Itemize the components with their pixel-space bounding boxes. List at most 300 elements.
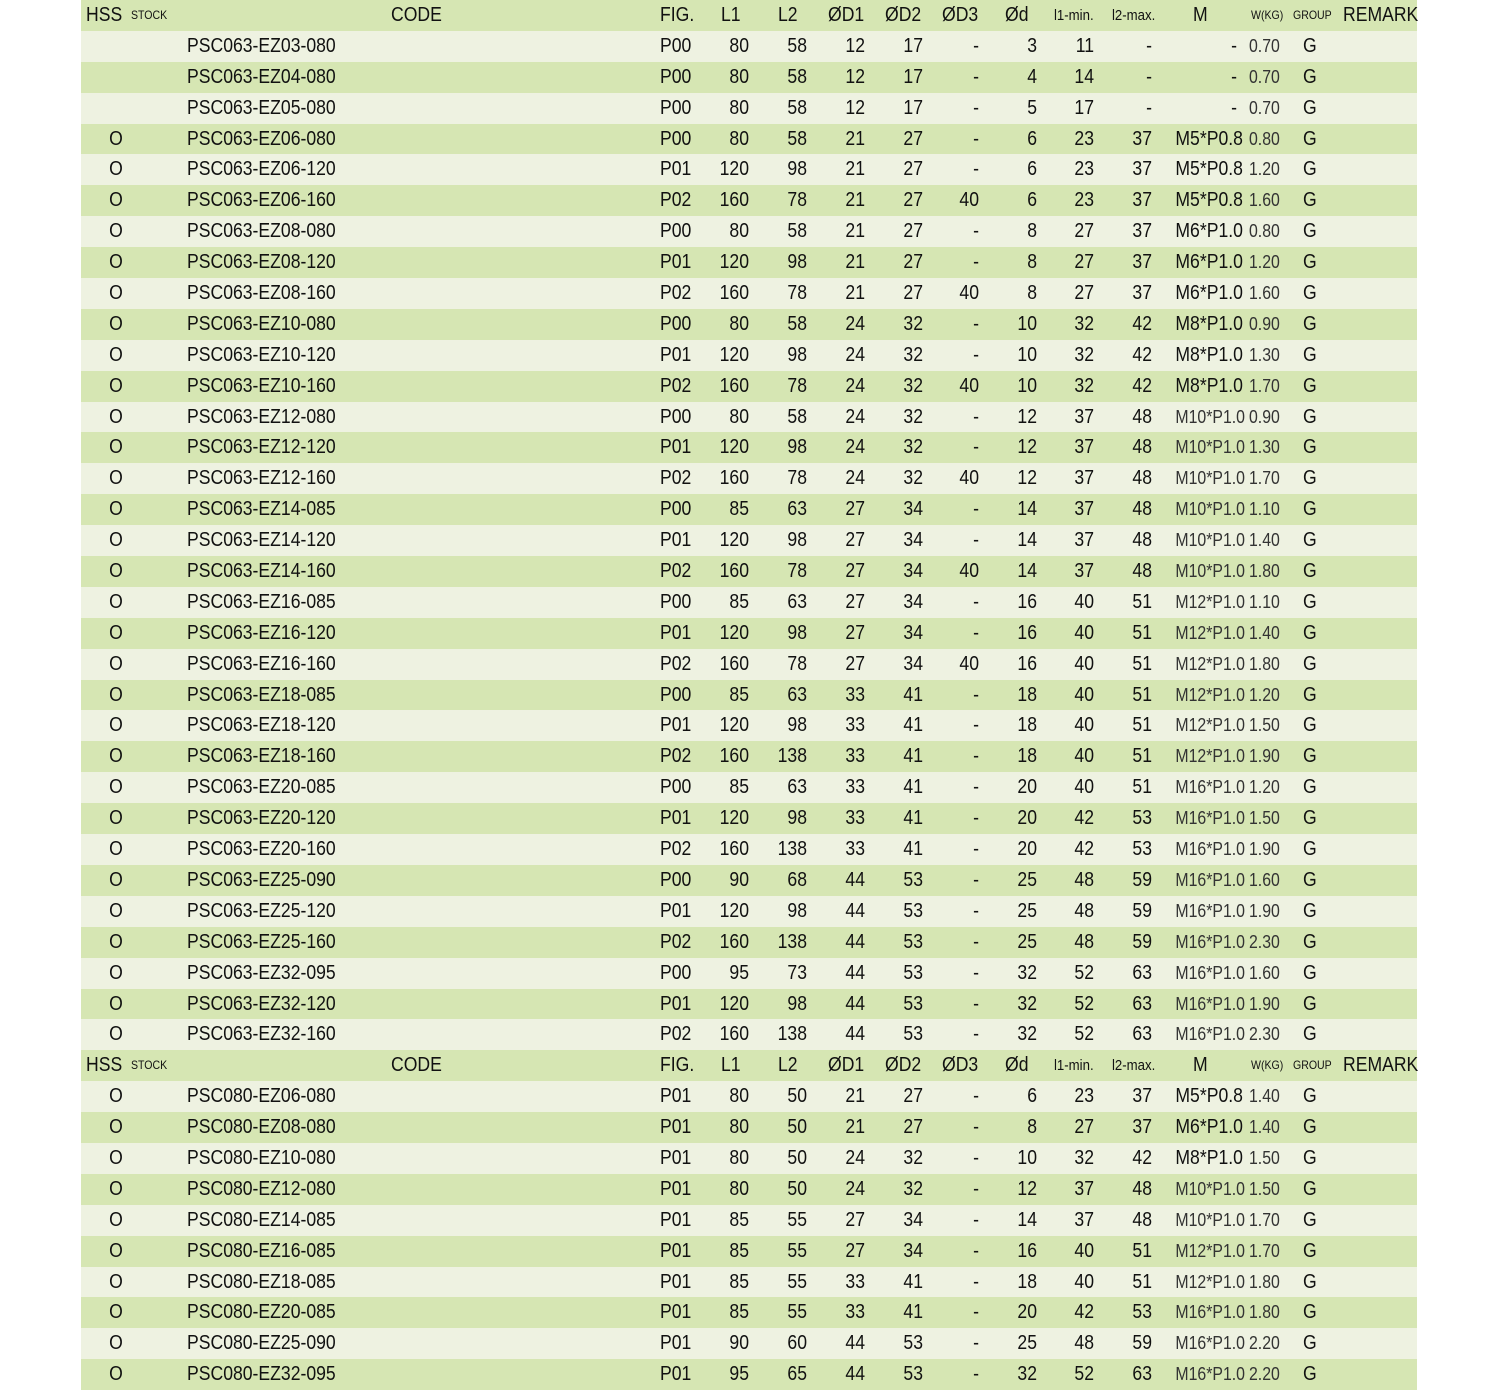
table-row: [81, 803, 1417, 834]
group-cell: G: [1303, 621, 1317, 644]
l1-cell: 85: [729, 590, 749, 613]
d1-cell: 24: [845, 1146, 865, 1169]
table-row: [81, 772, 1417, 803]
d2-cell: 17: [903, 34, 923, 57]
d3-cell: -: [973, 127, 979, 150]
d2-cell: 41: [903, 683, 923, 706]
d1-cell: 27: [845, 1239, 865, 1262]
l1-min-cell: 17: [1074, 96, 1094, 119]
hss-cell: O: [109, 312, 123, 335]
hss-cell: O: [109, 1177, 123, 1200]
d-cell: 5: [1027, 96, 1037, 119]
code-cell: PSC063-EZ25-120: [187, 899, 336, 922]
m-cell: M12*P1.0: [1175, 591, 1245, 612]
hss-cell: O: [109, 529, 123, 552]
d2-cell: 53: [903, 961, 923, 984]
d3-cell: -: [973, 1239, 979, 1262]
group-cell: G: [1303, 1270, 1317, 1293]
table-row: [81, 247, 1417, 278]
weight-cell: 1.90: [1249, 839, 1280, 860]
l1-cell: 85: [729, 1208, 749, 1231]
d1-cell: 21: [845, 282, 865, 305]
m-cell: M12*P1.0: [1175, 746, 1245, 767]
l1-cell: 120: [719, 807, 749, 830]
table-row: [81, 31, 1417, 62]
weight-cell: 1.70: [1249, 1240, 1280, 1261]
l2-max-cell: 48: [1132, 498, 1152, 521]
header-d1: ØD1: [828, 1054, 865, 1077]
d1-cell: 27: [845, 652, 865, 675]
l1-min-cell: 14: [1074, 65, 1094, 88]
l2-max-cell: 63: [1132, 1363, 1152, 1386]
l1-cell: 160: [719, 282, 749, 305]
weight-cell: 2.30: [1249, 931, 1280, 952]
d1-cell: 21: [845, 189, 865, 212]
weight-cell: 1.40: [1249, 1117, 1280, 1138]
weight-cell: 0.80: [1249, 128, 1280, 149]
group-cell: G: [1303, 776, 1317, 799]
code-cell: PSC063-EZ10-160: [187, 374, 336, 397]
header-d: Ød: [1005, 1054, 1029, 1077]
fig-cell: P01: [660, 251, 692, 274]
header-remark: REMARK: [1343, 4, 1419, 26]
fig-cell: P02: [660, 745, 692, 768]
d2-cell: 34: [903, 560, 923, 583]
weight-cell: 0.80: [1249, 221, 1280, 242]
weight-cell: 0.70: [1249, 97, 1280, 118]
d2-cell: 27: [903, 158, 923, 181]
table-row: [81, 340, 1417, 371]
l1-cell: 160: [719, 745, 749, 768]
table-row: [81, 309, 1417, 340]
hss-cell: O: [109, 405, 123, 428]
table-row: [81, 834, 1417, 865]
d2-cell: 53: [903, 1332, 923, 1355]
l1-min-cell: 42: [1074, 807, 1094, 830]
weight-cell: 1.90: [1249, 746, 1280, 767]
d2-cell: 32: [903, 1146, 923, 1169]
fig-cell: P01: [660, 1146, 692, 1169]
group-cell: G: [1303, 343, 1317, 366]
hss-cell: O: [109, 1146, 123, 1169]
code-cell: PSC063-EZ08-160: [187, 282, 336, 305]
code-cell: PSC063-EZ08-120: [187, 251, 336, 274]
d2-cell: 41: [903, 776, 923, 799]
group-cell: G: [1303, 158, 1317, 181]
l1-min-cell: 23: [1074, 189, 1094, 212]
l2-max-cell: 63: [1132, 961, 1152, 984]
weight-cell: 1.40: [1249, 530, 1280, 551]
l2-max-cell: 63: [1132, 1023, 1152, 1046]
m-cell: M8*P1.0: [1175, 1146, 1243, 1169]
fig-cell: P00: [660, 868, 692, 891]
weight-cell: 1.30: [1249, 344, 1280, 365]
d3-cell: -: [973, 220, 979, 243]
table-row: [81, 1112, 1417, 1143]
group-cell: G: [1303, 65, 1317, 88]
table-row: [81, 1328, 1417, 1359]
l1-cell: 85: [729, 683, 749, 706]
l1-min-cell: 48: [1074, 1332, 1094, 1355]
d1-cell: 44: [845, 992, 865, 1015]
table-row: [81, 525, 1417, 556]
l1-min-cell: 48: [1074, 899, 1094, 922]
header-d1: ØD1: [828, 4, 865, 26]
weight-cell: 1.60: [1249, 962, 1280, 983]
d3-cell: -: [973, 807, 979, 830]
l2-max-cell: 48: [1132, 436, 1152, 459]
d-cell: 8: [1027, 1116, 1037, 1139]
d-cell: 18: [1017, 1270, 1037, 1293]
d1-cell: 33: [845, 683, 865, 706]
l2-max-cell: -: [1146, 96, 1152, 119]
weight-cell: 1.40: [1249, 622, 1280, 643]
l1-cell: 85: [729, 1270, 749, 1293]
group-cell: G: [1303, 683, 1317, 706]
d2-cell: 41: [903, 745, 923, 768]
l1-cell: 160: [719, 838, 749, 861]
m-cell: M12*P1.0: [1175, 622, 1245, 643]
l2-max-cell: 42: [1132, 374, 1152, 397]
code-cell: PSC063-EZ20-120: [187, 807, 336, 830]
d1-cell: 27: [845, 498, 865, 521]
l1-min-cell: 52: [1074, 1363, 1094, 1386]
l1-min-cell: 40: [1074, 1270, 1094, 1293]
hss-cell: [103, 93, 129, 124]
l2-max-cell: 37: [1132, 158, 1152, 181]
d-cell: 14: [1017, 1208, 1037, 1231]
header-l1: L1: [721, 1054, 741, 1077]
l2-cell: 98: [787, 992, 807, 1015]
d-cell: 14: [1017, 560, 1037, 583]
code-cell: PSC063-EZ18-160: [187, 745, 336, 768]
d1-cell: 27: [845, 529, 865, 552]
d1-cell: 33: [845, 807, 865, 830]
l1-min-cell: 37: [1074, 529, 1094, 552]
group-cell: G: [1303, 1239, 1317, 1262]
l1-min-cell: 42: [1074, 1301, 1094, 1324]
d-cell: 32: [1017, 1363, 1037, 1386]
table-row: [81, 1267, 1417, 1298]
l1-min-cell: 23: [1074, 127, 1094, 150]
table-row: [81, 1297, 1417, 1328]
hss-cell: O: [109, 127, 123, 150]
hss-cell: [103, 31, 129, 62]
d1-cell: 33: [845, 1270, 865, 1293]
hss-cell: O: [109, 467, 123, 490]
group-cell: G: [1303, 1177, 1317, 1200]
d-cell: 25: [1017, 899, 1037, 922]
l1-min-cell: 40: [1074, 776, 1094, 799]
d-cell: 10: [1017, 312, 1037, 335]
l2-max-cell: 48: [1132, 405, 1152, 428]
fig-cell: P00: [660, 498, 692, 521]
l2-max-cell: 51: [1132, 683, 1152, 706]
l1-min-cell: 37: [1074, 1208, 1094, 1231]
l1-min-cell: 40: [1074, 1239, 1094, 1262]
d3-cell: -: [973, 498, 979, 521]
weight-cell: 0.70: [1249, 35, 1280, 56]
l1-min-cell: 37: [1074, 1177, 1094, 1200]
hss-cell: O: [109, 621, 123, 644]
fig-cell: P01: [660, 343, 692, 366]
d2-cell: 41: [903, 807, 923, 830]
table1-body: [81, 31, 1417, 1050]
l2-cell: 50: [787, 1146, 807, 1169]
d1-cell: 44: [845, 1023, 865, 1046]
group-cell: G: [1303, 1363, 1317, 1386]
l2-max-cell: 42: [1132, 312, 1152, 335]
l2-cell: 98: [787, 158, 807, 181]
d1-cell: 27: [845, 590, 865, 613]
table-row: [81, 865, 1417, 896]
group-cell: G: [1303, 1301, 1317, 1324]
l1-min-cell: 37: [1074, 405, 1094, 428]
weight-cell: 1.90: [1249, 900, 1280, 921]
l2-max-cell: 42: [1132, 1146, 1152, 1169]
fig-cell: P02: [660, 189, 692, 212]
l1-min-cell: 23: [1074, 158, 1094, 181]
fig-cell: P00: [660, 96, 692, 119]
m-cell: M10*P1.0: [1175, 1209, 1245, 1230]
d3-cell: -: [973, 961, 979, 984]
table2-body: [81, 1081, 1417, 1390]
d-cell: 10: [1017, 1146, 1037, 1169]
code-cell: PSC080-EZ25-090: [187, 1332, 336, 1355]
hss-cell: O: [109, 1270, 123, 1293]
header-fig: FIG.: [660, 1054, 695, 1077]
header-weight: W(KG): [1251, 8, 1284, 22]
m-cell: M16*P1.0: [1175, 839, 1245, 860]
header-stock: STOCK: [131, 8, 168, 22]
header-code: CODE: [391, 4, 442, 26]
code-cell: PSC063-EZ25-090: [187, 868, 336, 891]
fig-cell: P02: [660, 652, 692, 675]
code-cell: PSC063-EZ12-160: [187, 467, 336, 490]
d2-cell: 32: [903, 312, 923, 335]
l1-min-cell: 52: [1074, 961, 1094, 984]
header-group: GROUP: [1293, 8, 1332, 22]
d-cell: 18: [1017, 745, 1037, 768]
d3-cell: 40: [959, 374, 979, 397]
d1-cell: 44: [845, 1332, 865, 1355]
l2-cell: 98: [787, 714, 807, 737]
l1-cell: 160: [719, 1023, 749, 1046]
group-cell: G: [1303, 1116, 1317, 1139]
header-l1-min: l1-min.: [1054, 7, 1094, 24]
d3-cell: -: [973, 1177, 979, 1200]
m-cell: -: [1231, 34, 1237, 57]
d2-cell: 41: [903, 714, 923, 737]
table2-header: [81, 1050, 1417, 1081]
l1-cell: 160: [719, 374, 749, 397]
hss-cell: O: [109, 683, 123, 706]
d1-cell: 12: [845, 65, 865, 88]
d1-cell: 33: [845, 714, 865, 737]
d2-cell: 41: [903, 838, 923, 861]
table-row: [81, 989, 1417, 1020]
m-cell: M16*P1.0: [1175, 1024, 1245, 1045]
l2-cell: 78: [787, 467, 807, 490]
l1-min-cell: 27: [1074, 282, 1094, 305]
l1-cell: 120: [719, 251, 749, 274]
l1-cell: 120: [719, 714, 749, 737]
weight-cell: 1.10: [1249, 591, 1280, 612]
d2-cell: 27: [903, 220, 923, 243]
fig-cell: P01: [660, 899, 692, 922]
l1-cell: 80: [729, 1085, 749, 1108]
hss-cell: O: [109, 498, 123, 521]
d1-cell: 33: [845, 745, 865, 768]
table-row: [81, 1081, 1417, 1112]
d3-cell: -: [973, 251, 979, 274]
group-cell: G: [1303, 838, 1317, 861]
table-row: [81, 896, 1417, 927]
d2-cell: 27: [903, 189, 923, 212]
d1-cell: 21: [845, 158, 865, 181]
code-cell: PSC063-EZ04-080: [187, 65, 336, 88]
hss-cell: O: [109, 1116, 123, 1139]
l1-cell: 80: [729, 1146, 749, 1169]
fig-cell: P01: [660, 158, 692, 181]
weight-cell: 1.50: [1249, 1178, 1280, 1199]
l1-cell: 95: [729, 1363, 749, 1386]
d2-cell: 27: [903, 1085, 923, 1108]
table-row: [81, 1359, 1417, 1390]
table-row: [81, 1143, 1417, 1174]
code-cell: PSC080-EZ14-085: [187, 1208, 336, 1231]
weight-cell: 1.20: [1249, 252, 1280, 273]
code-cell: PSC063-EZ10-120: [187, 343, 336, 366]
hss-cell: O: [109, 838, 123, 861]
d-cell: 6: [1027, 189, 1037, 212]
m-cell: M6*P1.0: [1175, 1116, 1243, 1139]
l2-max-cell: 48: [1132, 467, 1152, 490]
code-cell: PSC063-EZ14-160: [187, 560, 336, 583]
l2-max-cell: 37: [1132, 189, 1152, 212]
l2-cell: 68: [787, 868, 807, 891]
l2-cell: 138: [777, 1023, 807, 1046]
fig-cell: P02: [660, 930, 692, 953]
weight-cell: 1.90: [1249, 993, 1280, 1014]
code-cell: PSC063-EZ16-160: [187, 652, 336, 675]
fig-cell: P01: [660, 436, 692, 459]
d3-cell: -: [973, 621, 979, 644]
d3-cell: -: [973, 1301, 979, 1324]
l2-cell: 58: [787, 127, 807, 150]
m-cell: M10*P1.0: [1175, 1178, 1245, 1199]
d-cell: 20: [1017, 1301, 1037, 1324]
fig-cell: P01: [660, 1301, 692, 1324]
hss-cell: O: [109, 899, 123, 922]
code-cell: PSC080-EZ08-080: [187, 1116, 336, 1139]
l2-max-cell: 37: [1132, 1085, 1152, 1108]
d-cell: 32: [1017, 1023, 1037, 1046]
m-cell: M16*P1.0: [1175, 1333, 1245, 1354]
code-cell: PSC080-EZ06-080: [187, 1085, 336, 1108]
d1-cell: 24: [845, 374, 865, 397]
l1-cell: 120: [719, 343, 749, 366]
l2-max-cell: 51: [1132, 621, 1152, 644]
hss-cell: O: [109, 251, 123, 274]
code-cell: PSC063-EZ03-080: [187, 34, 336, 57]
l1-min-cell: 27: [1074, 220, 1094, 243]
l1-cell: 120: [719, 899, 749, 922]
l2-max-cell: 42: [1132, 343, 1152, 366]
l2-max-cell: 48: [1132, 560, 1152, 583]
header-l2-max: l2-max.: [1112, 7, 1156, 24]
header-m: M: [1193, 4, 1208, 26]
m-cell: M16*P1.0: [1175, 1302, 1245, 1323]
l2-max-cell: 51: [1132, 1239, 1152, 1262]
d3-cell: -: [973, 683, 979, 706]
l2-cell: 58: [787, 65, 807, 88]
d-cell: 14: [1017, 529, 1037, 552]
d2-cell: 53: [903, 992, 923, 1015]
m-cell: M16*P1.0: [1175, 1364, 1245, 1385]
header-l2-max: l2-max.: [1112, 1057, 1156, 1075]
d2-cell: 53: [903, 1023, 923, 1046]
header-l2: L2: [778, 4, 798, 26]
l2-max-cell: 51: [1132, 652, 1152, 675]
hss-cell: O: [109, 343, 123, 366]
l1-min-cell: 32: [1074, 374, 1094, 397]
l2-cell: 58: [787, 34, 807, 57]
fig-cell: P01: [660, 1332, 692, 1355]
hss-cell: O: [109, 560, 123, 583]
l1-cell: 160: [719, 930, 749, 953]
code-cell: PSC063-EZ32-160: [187, 1023, 336, 1046]
l1-cell: 80: [729, 312, 749, 335]
header-hss: HSS: [86, 1054, 123, 1077]
fig-cell: P00: [660, 961, 692, 984]
d-cell: 20: [1017, 776, 1037, 799]
l2-cell: 78: [787, 374, 807, 397]
l2-cell: 98: [787, 621, 807, 644]
l1-min-cell: 40: [1074, 683, 1094, 706]
l2-max-cell: -: [1146, 34, 1152, 57]
l2-cell: 58: [787, 96, 807, 119]
d-cell: 18: [1017, 683, 1037, 706]
l1-cell: 160: [719, 652, 749, 675]
l2-max-cell: 48: [1132, 1177, 1152, 1200]
fig-cell: P02: [660, 1023, 692, 1046]
weight-cell: 1.20: [1249, 684, 1280, 705]
header-hss: HSS: [86, 4, 123, 26]
l2-cell: 65: [787, 1363, 807, 1386]
fig-cell: P02: [660, 282, 692, 305]
m-cell: M10*P1.0: [1175, 561, 1245, 582]
m-cell: M10*P1.0: [1175, 499, 1245, 520]
header-d3: ØD3: [942, 1054, 979, 1077]
d1-cell: 21: [845, 220, 865, 243]
d-cell: 12: [1017, 467, 1037, 490]
group-cell: G: [1303, 961, 1317, 984]
d3-cell: -: [973, 436, 979, 459]
l1-cell: 90: [729, 1332, 749, 1355]
group-cell: G: [1303, 127, 1317, 150]
table-row: [81, 463, 1417, 494]
d-cell: 10: [1017, 343, 1037, 366]
hss-cell: O: [109, 930, 123, 953]
hss-cell: O: [109, 652, 123, 675]
header-weight: W(KG): [1251, 1058, 1284, 1073]
d1-cell: 44: [845, 868, 865, 891]
d-cell: 8: [1027, 282, 1037, 305]
table-row: [81, 1236, 1417, 1267]
d1-cell: 24: [845, 312, 865, 335]
d-cell: 14: [1017, 498, 1037, 521]
